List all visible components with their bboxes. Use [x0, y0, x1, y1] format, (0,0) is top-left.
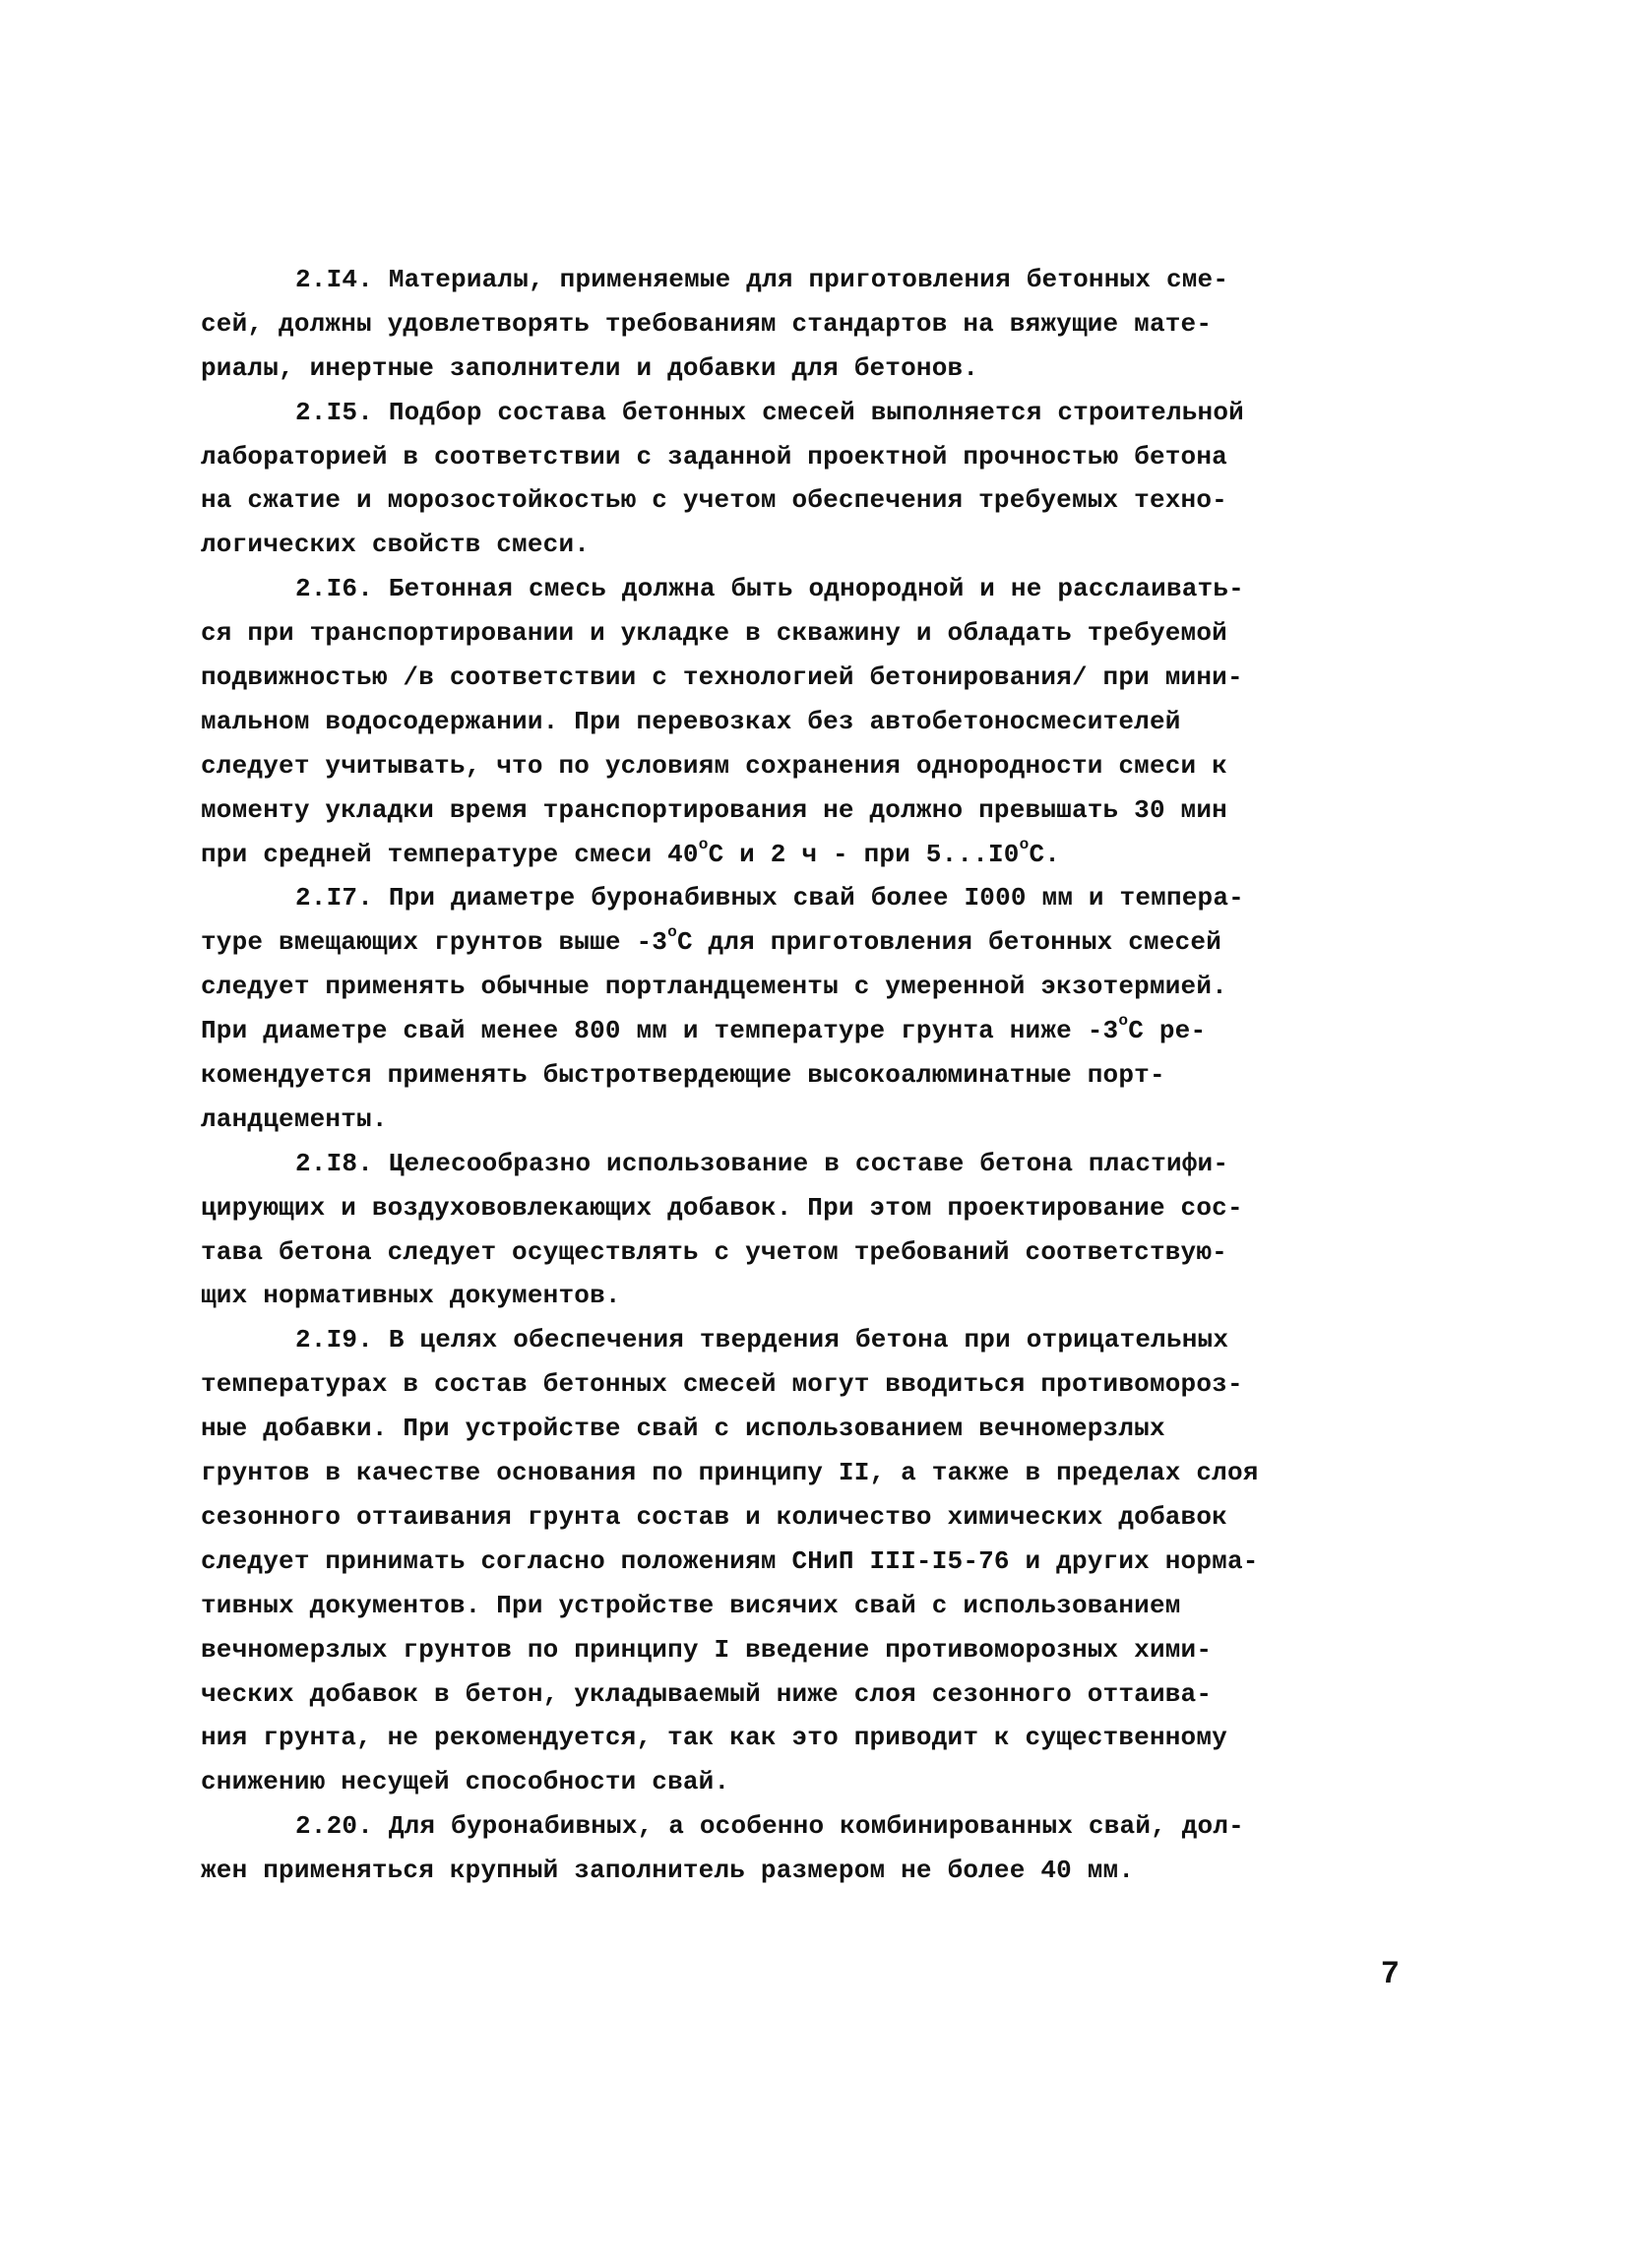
text-line — [201, 1009, 1411, 1053]
text-line: риалы, инертные заполнители и добавки для бетонов. — [201, 352, 979, 383]
text-line: следует применять обычные портландцементы с умеренной экзотермией. — [201, 972, 1227, 1002]
text-line: ся при транспортировании и укладке в скважину и обладать требуемой — [201, 618, 1227, 649]
text-line: моменту укладки время транспортирования не должно превышать 30 мин — [201, 794, 1227, 825]
text-line: следует принимать согласно положениям СНиП III-I5-76 и других норма- — [201, 1545, 1259, 1576]
text-segment: С для приготовления бетонных смесей — [676, 927, 1222, 958]
degree-mark: о — [1118, 1012, 1129, 1031]
text-segment: С и 2 ч - при 5...I0 — [708, 839, 1020, 869]
text-line: ческих добавок в бетон, укладываемый ниже слоя сезонного оттаива- — [201, 1678, 1213, 1709]
text-line: мальном водосодержании. При перевозках без автобетоносмесителей — [201, 706, 1181, 736]
text-line: комендуется применять быстротвердеющие высокоалюминатные порт- — [201, 1060, 1165, 1091]
text-line: тава бетона следует осуществлять с учетом требований соответствую- — [201, 1236, 1227, 1267]
text-line: щих нормативных документов. — [201, 1281, 621, 1311]
text-line: логических свойств смеси. — [201, 530, 591, 560]
degree-mark: о — [1019, 835, 1030, 853]
text-line: ния грунта, не рекомендуется, так как это приводит к существенному — [201, 1723, 1227, 1753]
degree-mark: о — [698, 835, 709, 853]
text-line: сей, должны удовлетворять требованиям стандартов на вяжущие мате- — [201, 308, 1213, 339]
text-line: лабораторией в соответствии с заданной проектной прочностью бетона — [201, 441, 1227, 472]
text-segment: при средней температуре смеси 40 — [201, 839, 699, 869]
text-line: жен применяться крупный заполнитель размером не более 40 мм. — [201, 1856, 1135, 1886]
text-line: ландцементы. — [201, 1103, 388, 1134]
text-segment: туре вмещающих грунтов выше -3 — [201, 927, 668, 958]
text-line: на сжатие и морозостойкостью с учетом обеспечения требуемых техно- — [201, 485, 1227, 516]
text-line: 2.20. Для буронабивных, а особенно комбинированных свай, дол- — [295, 1811, 1244, 1842]
text-line: цирующих и воздухововлекающих добавок. При этом проектирование сос- — [201, 1192, 1243, 1223]
text-line: 2.I5. Подбор состава бетонных смесей выполняется строительной — [295, 397, 1244, 427]
text-line — [201, 833, 1411, 877]
text-line: грунтов в качестве основания по принципу II, а также в пределах слоя — [201, 1458, 1259, 1488]
text-line: подвижностью /в соответствии с технологией бетонирования/ при мини- — [201, 662, 1243, 693]
text-line: вечномерзлых грунтов по принципу I введение противоморозных хими- — [201, 1634, 1213, 1665]
text-line: сезонного оттаивания грунта состав и количество химических добавок — [201, 1501, 1227, 1532]
text-line: ные добавки. При устройстве свай с использованием вечномерзлых — [201, 1414, 1165, 1444]
text-line: 2.I8. Целесообразно использование в составе бетона пластифи- — [295, 1148, 1229, 1178]
document-body — [201, 258, 1411, 1893]
text-line: 2.I4. Материалы, применяемые для приготовления бетонных сме- — [295, 265, 1229, 294]
text-line: следует учитывать, что по условиям сохранения однородности смеси к — [201, 750, 1227, 781]
text-segment: С. — [1029, 839, 1061, 869]
degree-mark: о — [667, 923, 677, 942]
text-line: 2.I6. Бетонная смесь должна быть однородной и не расслаивать- — [295, 574, 1244, 604]
text-line: снижению несущей способности свай. — [201, 1767, 730, 1797]
text-line: 2.I9. В целях обеспечения твердения бетона при отрицательных — [295, 1325, 1229, 1355]
text-line — [201, 920, 1411, 965]
text-line: температурах в состав бетонных смесей могут вводиться противомороз- — [201, 1369, 1243, 1400]
text-line: 2.I7. При диаметре буронабивных свай более I000 мм и темпера- — [295, 883, 1244, 914]
page-number: 7 — [1380, 1956, 1400, 1992]
text-segment: При диаметре свай менее 800 мм и температуре грунта ниже -3 — [201, 1016, 1119, 1046]
text-line: тивных документов. При устройстве висячих свай с использованием — [201, 1590, 1181, 1620]
text-segment: С ре- — [1128, 1016, 1207, 1046]
